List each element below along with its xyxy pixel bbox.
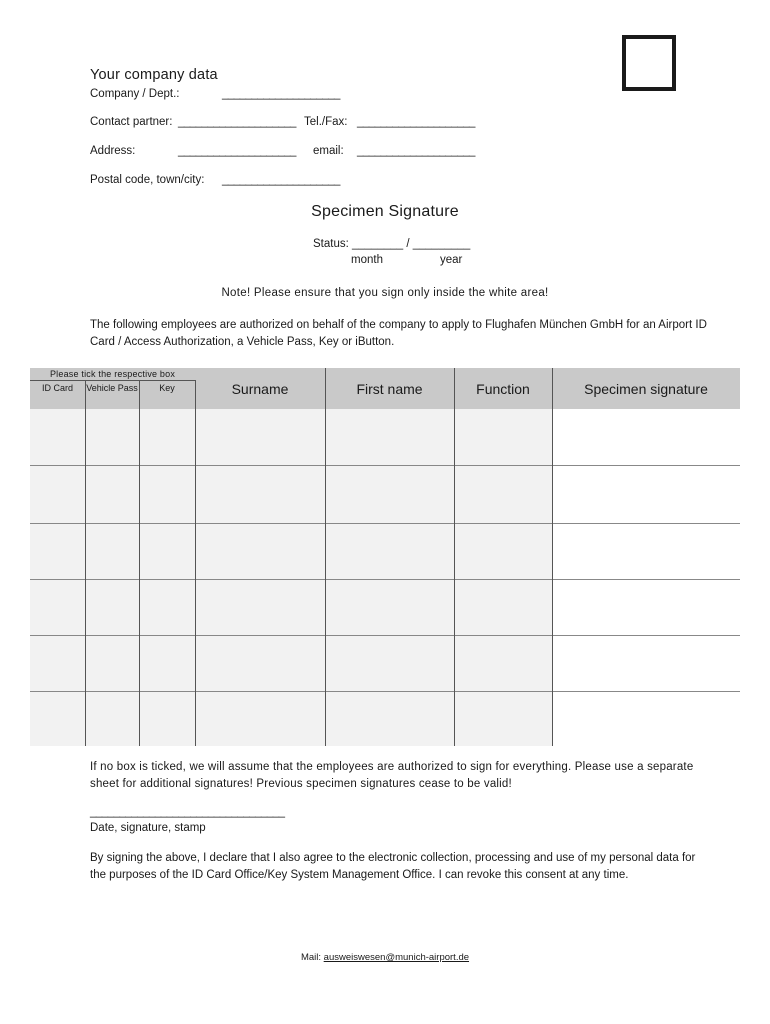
- column-divider: [195, 380, 196, 746]
- status-field[interactable]: Status: ________ / _________: [313, 238, 471, 250]
- cell-surname[interactable]: [195, 523, 325, 579]
- signature-table: [30, 368, 740, 746]
- company-data-heading: Your company data: [90, 67, 218, 83]
- mail-line: [0, 952, 770, 963]
- footer-text: If no box is ticked, we will assume that the employees are authorized to sign for everything. Please use a separate sheet for additional signatures! Previous specimen signatures cease to be valid!: [90, 761, 694, 790]
- table-row: [30, 523, 740, 579]
- cell-key[interactable]: [139, 409, 195, 465]
- tel-label: Tel./Fax:: [304, 116, 348, 128]
- cell-first-name[interactable]: [325, 579, 454, 635]
- table-header: [30, 368, 740, 409]
- mail-link[interactable]: ausweiswesen@munich-airport.de: [323, 952, 470, 963]
- cell-function[interactable]: [454, 579, 552, 635]
- signature-label: Date, signature, stamp: [90, 822, 206, 834]
- table-body: [30, 409, 740, 746]
- postal-label: Postal code, town/city:: [90, 174, 205, 186]
- cell-first-name[interactable]: [325, 691, 454, 746]
- cell-first-name[interactable]: [325, 409, 454, 465]
- header-first-name: First name: [356, 380, 423, 397]
- email-field[interactable]: ____________________: [357, 145, 475, 157]
- cell-vehicle-pass[interactable]: [85, 409, 139, 465]
- header-key: Key: [159, 383, 175, 393]
- cell-key[interactable]: [139, 635, 195, 691]
- company-label: Company / Dept.:: [90, 88, 180, 100]
- status-year-label: year: [440, 254, 463, 266]
- signature-line[interactable]: _________________________________: [90, 806, 285, 818]
- contact-label: Contact partner:: [90, 116, 173, 128]
- email-label: email:: [313, 145, 344, 157]
- cell-function[interactable]: [454, 691, 552, 746]
- cell-vehicle-pass[interactable]: [85, 465, 139, 523]
- cell-surname[interactable]: [195, 409, 325, 465]
- row-divider: [30, 635, 740, 636]
- cell-specimen-signature[interactable]: [552, 635, 740, 691]
- header-surname: Surname: [231, 380, 289, 397]
- cell-surname[interactable]: [195, 465, 325, 523]
- cell-vehicle-pass[interactable]: [85, 523, 139, 579]
- intro-text: The following employees are authorized on behalf of the company to apply to Flughafen München GmbH for an Airport ID Card / Access Authorization, a Vehicle Pass, Key or iButton.: [90, 319, 707, 348]
- tel-field[interactable]: ____________________: [357, 116, 475, 128]
- row-divider: [30, 465, 740, 466]
- cell-key[interactable]: [139, 691, 195, 746]
- cell-vehicle-pass[interactable]: [85, 691, 139, 746]
- cell-vehicle-pass[interactable]: [85, 579, 139, 635]
- cell-id-card[interactable]: [30, 635, 85, 691]
- column-divider: [325, 368, 326, 746]
- mail-label: Mail:: [300, 952, 322, 963]
- cell-key[interactable]: [139, 465, 195, 523]
- consent-text: By signing the above, I declare that I also agree to the electronic collection, processing and use of my personal data for the purposes of the ID Card Office/Key System Management Office. I can revoke this consent at any time.: [90, 852, 696, 881]
- header-specimen-signature: Specimen signature: [584, 380, 708, 397]
- cell-first-name[interactable]: [325, 635, 454, 691]
- header-function: Function: [476, 380, 530, 397]
- address-field[interactable]: ____________________: [178, 145, 296, 157]
- company-field[interactable]: ____________________: [222, 88, 340, 100]
- page-title: Specimen Signature: [311, 203, 459, 220]
- row-divider: [30, 523, 740, 524]
- tick-box-title: Please tick the respective box: [30, 368, 195, 381]
- table-row: [30, 465, 740, 523]
- cell-first-name[interactable]: [325, 465, 454, 523]
- cell-specimen-signature[interactable]: [552, 465, 740, 523]
- table-row: [30, 635, 740, 691]
- cell-vehicle-pass[interactable]: [85, 635, 139, 691]
- status-month-label: month: [351, 254, 383, 266]
- cell-id-card[interactable]: [30, 691, 85, 746]
- row-divider: [30, 579, 740, 580]
- cell-function[interactable]: [454, 635, 552, 691]
- cell-specimen-signature[interactable]: [552, 691, 740, 746]
- contact-field[interactable]: ____________________: [178, 116, 296, 128]
- cell-surname[interactable]: [195, 579, 325, 635]
- cell-surname[interactable]: [195, 635, 325, 691]
- table-row: [30, 691, 740, 746]
- header-id-card: ID Card: [41, 383, 73, 393]
- cell-specimen-signature[interactable]: [552, 409, 740, 465]
- cell-specimen-signature[interactable]: [552, 579, 740, 635]
- column-divider: [454, 368, 455, 746]
- cell-id-card[interactable]: [30, 579, 85, 635]
- cell-key[interactable]: [139, 523, 195, 579]
- postal-field[interactable]: ____________________: [222, 174, 340, 186]
- cell-function[interactable]: [454, 465, 552, 523]
- cell-id-card[interactable]: [30, 409, 85, 465]
- table-row: [30, 579, 740, 635]
- column-divider: [139, 380, 140, 746]
- address-label: Address:: [90, 145, 136, 157]
- corner-box: [622, 35, 676, 91]
- cell-specimen-signature[interactable]: [552, 523, 740, 579]
- row-divider: [30, 691, 740, 692]
- cell-function[interactable]: [454, 409, 552, 465]
- cell-first-name[interactable]: [325, 523, 454, 579]
- column-divider: [552, 368, 553, 746]
- cell-id-card[interactable]: [30, 465, 85, 523]
- note-text: Note! Please ensure that you sign only inside the white area!: [221, 287, 549, 299]
- table-row: [30, 409, 740, 465]
- header-vehicle-pass: Vehicle Pass: [86, 383, 138, 393]
- column-divider: [85, 380, 86, 746]
- cell-id-card[interactable]: [30, 523, 85, 579]
- cell-key[interactable]: [139, 579, 195, 635]
- cell-surname[interactable]: [195, 691, 325, 746]
- cell-function[interactable]: [454, 523, 552, 579]
